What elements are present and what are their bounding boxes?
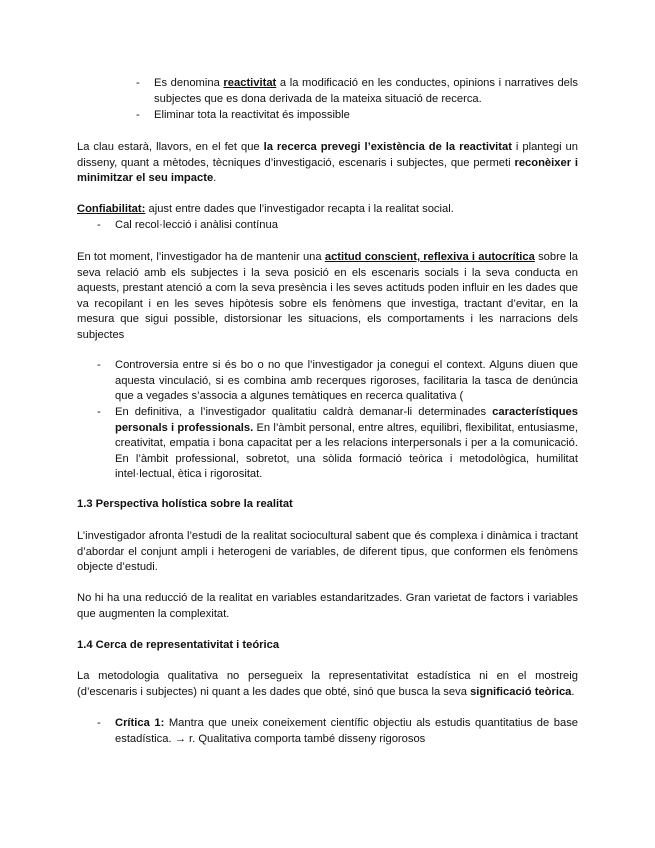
bullet-text: Es denomina reactivitat a la modificació en les conductes, opinions i narratives dels subjectes que es dona derivada de la mateixa situació de recerca. <box>154 77 578 105</box>
bullet-text: En definitiva, a l’investigador qualitatiu caldrà demanar-li determinades característiques personals i professionals. En l’àmbit personal, entre altres, equilibri, flexibilitat, entusiasme, creativitat, empatia i bona capacitat per a les relacions interpersonals i per a la comunicació. En l’àmbit professional, sobretot, una sòlida formació teòrica i metodològica, humilitat intel·lectual, ètica i rigorositat. <box>115 406 579 481</box>
section-heading-1-4: 1.4 Cerca de representativitat i teórica <box>77 639 280 651</box>
bullet-text: Eliminar tota la reactivitat és impossible <box>154 109 350 121</box>
paragraph-clau: La clau estarà, llavors, en el fet que la recerca prevegi l’existència de la reactivitat i plantegi un disseny, quant a mètodes, tècniques d’investigació, escenaris i subjectes, que permeti reconèixer i minimitzar el seu impacte. <box>77 141 579 185</box>
bullet-text: Cal recol·lecció i anàlisi contínua <box>115 219 278 231</box>
bullet-text: Controversia entre si és bo o no que l’investigador ja conegui el context. Alguns diuen que aquesta vinculació, si es combina amb recerques rigoroses, facilitaria la tasca de denúncia que a vegades s’associa a algunes temàtiques en recerca qualitativa ( <box>115 359 578 403</box>
bullet-dash: - <box>136 77 140 89</box>
bullet-dash: - <box>97 717 101 729</box>
paragraph-confiabilitat: Confiabilitat: ajust entre dades que l’investigador recapta i la realitat social. <box>77 203 454 215</box>
bullet-dash: - <box>97 359 101 371</box>
paragraph-actitud: En tot moment, l’investigador ha de mantenir una actitud conscient, reflexiva i autocrítica sobre la seva relació amb els subjectes i la seva posició en els escenaris socials i la seva conducta en aquests, prestant atenció a com la seva presència i les seves actituds poden influir en les dades que va recopilant i en les seves hipòtesis sobre els fenòmens que investiga, tractant d’evitar, en la mesura que sigui possible, distorsionar les situacions, els comportaments i les narracions dels subjectes <box>77 251 578 341</box>
paragraph-holistica: L’investigador afronta l’estudi de la realitat sociocultural sabent que és complexa i dinàmica i tractant d’abordar el conjunt ampli i heterogeni de variables, de diferent tipus, que conformen els fenòmens objecte d’estudi. <box>77 530 578 574</box>
bullet-dash: - <box>97 219 101 231</box>
bullet-dash: - <box>136 109 140 121</box>
paragraph-representativitat: La metodologia qualitativa no persegueix la representativitat estadística ni en el mostreig (d’escenaris i subjectes) ni quant a les dades que obté, sinó que busca la seva significació teòrica. <box>77 670 578 698</box>
bullet-text: Crítica 1: Mantra que uneix coneixement científic objectiu als estudis quantitatius de base estadística. → r. Qualitativa comporta també disseny rigorosos <box>115 717 579 745</box>
paragraph-reduccio: No hi ha una reducció de la realitat en variables estandaritzades. Gran varietat de factors i variables que augmenten la complexitat. <box>77 592 578 620</box>
section-heading-1-3: 1.3 Perspectiva holística sobre la realitat <box>77 498 293 510</box>
bullet-dash: - <box>97 406 101 418</box>
